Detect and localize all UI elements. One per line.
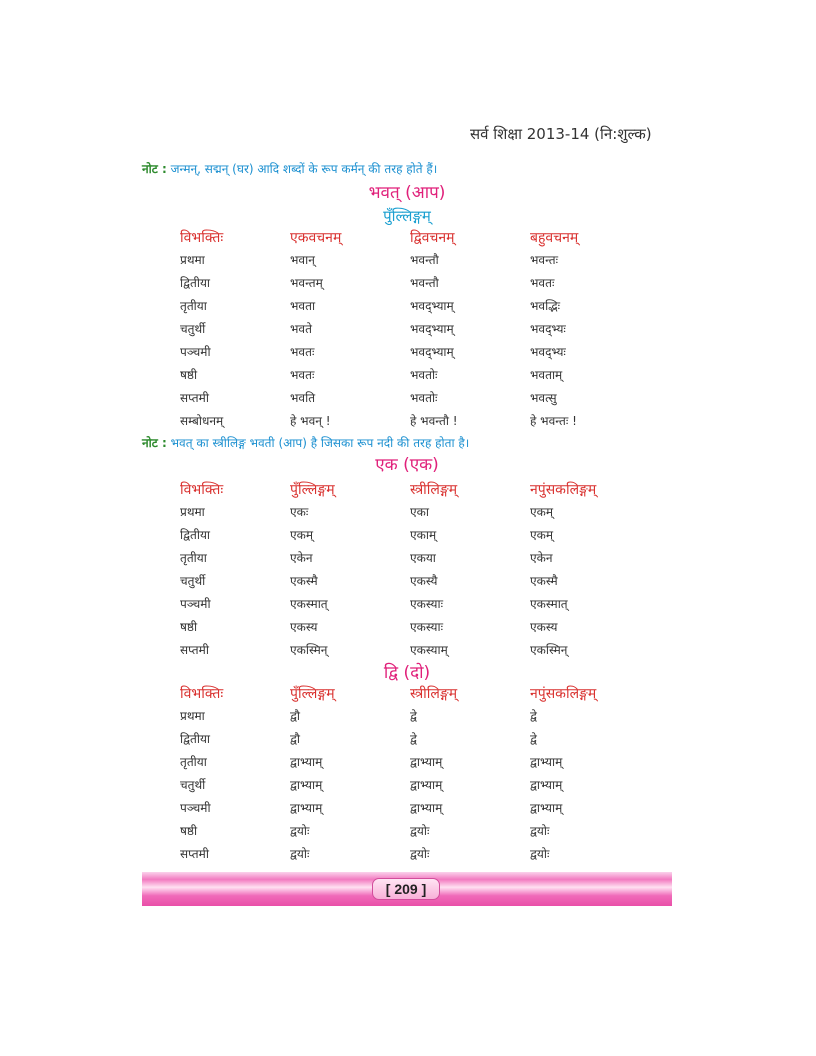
- declension-form: भवद्भ्याम्: [410, 322, 454, 336]
- declension-form: एकस्मिन्: [290, 643, 328, 657]
- case-name: षष्ठी: [180, 620, 198, 634]
- table-row: [180, 274, 620, 294]
- declension-form: भवन्तम्: [290, 276, 323, 290]
- column-header: बहुवचनम्: [530, 230, 579, 246]
- column-header: विभक्तिः: [180, 230, 224, 246]
- declension-form: द्वे: [410, 732, 417, 746]
- column-header: विभक्तिः: [180, 482, 224, 498]
- column-header: एकवचनम्: [290, 230, 342, 246]
- declension-form: एकाम्: [410, 528, 437, 542]
- table-header-row: [180, 480, 620, 500]
- column-header: स्त्रीलिङ्गम्: [410, 686, 458, 702]
- case-name: तृतीया: [180, 755, 207, 769]
- case-name: षष्ठी: [180, 368, 198, 382]
- case-name: द्वितीया: [180, 732, 211, 746]
- table-row: [180, 618, 620, 638]
- case-name: पञ्चमी: [180, 345, 211, 359]
- declension-form: भवद्भ्यः: [530, 322, 566, 336]
- table-row: [180, 366, 620, 386]
- column-header: नपुंसकलिङ्गम्: [530, 482, 597, 498]
- declension-form: एकम्: [530, 505, 554, 519]
- declension-form: द्वयोः: [530, 847, 550, 861]
- table-row: [180, 297, 620, 317]
- declension-form: द्वयोः: [410, 847, 430, 861]
- column-header: विभक्तिः: [180, 686, 224, 702]
- case-name: पञ्चमी: [180, 597, 211, 611]
- table-row: [180, 320, 620, 340]
- declension-form: एकः: [290, 505, 309, 519]
- table-row: [180, 572, 620, 592]
- note-label: नोट :: [142, 162, 167, 176]
- declension-form: द्वयोः: [410, 824, 430, 838]
- case-name: चतुर्थी: [180, 322, 206, 336]
- case-name: तृतीया: [180, 299, 207, 313]
- declension-form: एकस्मै: [530, 574, 558, 588]
- case-name: सम्बोधनम्: [180, 414, 224, 428]
- table-row: [180, 799, 620, 819]
- page-number: [ 209 ]: [372, 878, 440, 900]
- section-3-title: द्वि (दो): [383, 663, 431, 683]
- declension-form: भवद्भ्यः: [530, 345, 566, 359]
- table-header-row: [180, 684, 620, 704]
- declension-form: हे भवन्तौ !: [410, 414, 458, 428]
- declension-form: द्वाभ्याम्: [290, 755, 323, 769]
- running-head: सर्व शिक्षा 2013-14 (नि:शुल्क): [470, 125, 652, 143]
- table-row: [180, 503, 620, 523]
- declension-form: हे भवन्तः !: [530, 414, 577, 428]
- case-name: द्वितीया: [180, 276, 211, 290]
- column-header: स्त्रीलिङ्गम्: [410, 482, 458, 498]
- case-name: चतुर्थी: [180, 574, 206, 588]
- case-name: सप्तमी: [180, 643, 209, 657]
- declension-form: द्वे: [530, 732, 537, 746]
- table-row: [180, 845, 620, 865]
- table-row: [180, 526, 620, 546]
- declension-form: भवतः: [290, 368, 315, 382]
- table-row: [180, 753, 620, 773]
- case-name: प्रथमा: [180, 253, 205, 267]
- declension-form: एकम्: [290, 528, 314, 542]
- declension-form: भवद्भ्याम्: [410, 299, 454, 313]
- declension-form: एकम्: [530, 528, 554, 542]
- declension-form: भवद्भ्याम्: [410, 345, 454, 359]
- section-1-subtitle: पुँल्लिङ्गम्: [383, 207, 431, 225]
- declension-form: एकस्मात्: [290, 597, 328, 611]
- declension-form: द्वौ: [290, 709, 301, 723]
- declension-form: भवतोः: [410, 391, 438, 405]
- declension-form: द्वयोः: [290, 824, 310, 838]
- table-row: [180, 776, 620, 796]
- case-name: पञ्चमी: [180, 801, 211, 815]
- declension-form: भवन्तः: [530, 253, 559, 267]
- section-2-title: एक (एक): [375, 455, 439, 475]
- declension-form: भवान्: [290, 253, 315, 267]
- declension-form: एका: [410, 505, 429, 519]
- table-header-row: [180, 228, 620, 248]
- table-row: [180, 412, 620, 432]
- declension-form: एकस्मै: [290, 574, 318, 588]
- case-name: षष्ठी: [180, 824, 198, 838]
- declension-form: एकस्याम्: [410, 643, 448, 657]
- note-1: [142, 160, 437, 177]
- table-row: [180, 822, 620, 842]
- case-name: सप्तमी: [180, 847, 209, 861]
- case-name: प्रथमा: [180, 505, 205, 519]
- declension-form: द्वयोः: [290, 847, 310, 861]
- declension-form: द्वे: [410, 709, 417, 723]
- declension-form: भवता: [290, 299, 316, 313]
- declension-form: भवत्सु: [530, 391, 557, 405]
- declension-form: द्वाभ्याम्: [410, 778, 443, 792]
- declension-form: भवन्तौ: [410, 253, 439, 267]
- declension-form: द्वाभ्याम्: [290, 778, 323, 792]
- declension-form: भवति: [290, 391, 316, 405]
- declension-form: एकस्य: [290, 620, 318, 634]
- table-row: [180, 730, 620, 750]
- case-name: तृतीया: [180, 551, 207, 565]
- table-row: [180, 707, 620, 727]
- declension-form: द्वाभ्याम्: [530, 778, 563, 792]
- table-row: [180, 595, 620, 615]
- case-name: चतुर्थी: [180, 778, 206, 792]
- declension-form: एकस्य: [530, 620, 558, 634]
- note-2: [142, 434, 469, 451]
- declension-form: भवताम्: [530, 368, 563, 382]
- declension-form: द्वाभ्याम्: [530, 801, 563, 815]
- declension-form: भवतोः: [410, 368, 438, 382]
- case-name: प्रथमा: [180, 709, 205, 723]
- case-name: द्वितीया: [180, 528, 211, 542]
- declension-form: भवन्तौ: [410, 276, 439, 290]
- table-row: [180, 343, 620, 363]
- declension-form: द्वौ: [290, 732, 301, 746]
- declension-form: द्वाभ्याम्: [530, 755, 563, 769]
- declension-form: द्वे: [530, 709, 537, 723]
- declension-form: एकया: [410, 551, 436, 565]
- declension-form: द्वाभ्याम्: [290, 801, 323, 815]
- column-header: नपुंसकलिङ्गम्: [530, 686, 597, 702]
- declension-form: एकेन: [530, 551, 553, 565]
- declension-form: भवते: [290, 322, 312, 336]
- declension-form: एकस्मिन्: [530, 643, 568, 657]
- column-header: पुँल्लिङ्गम्: [290, 686, 335, 702]
- table-row: [180, 549, 620, 569]
- table-row: [180, 251, 620, 271]
- declension-form: भवतः: [530, 276, 555, 290]
- table-row: [180, 389, 620, 409]
- declension-form: एकस्यै: [410, 574, 438, 588]
- note-text: भवत् का स्त्रीलिङ्ग भवती (आप) है जिसका रूप नदी की तरह होता है।: [166, 436, 470, 450]
- note-label: नोट :: [142, 436, 167, 450]
- note-text: जन्मन्, सद्मन् (घर) आदि शब्दों के रूप कर्मन् की तरह होते हैं।: [166, 162, 438, 176]
- declension-form: भवद्भिः: [530, 299, 561, 313]
- declension-form: एकस्याः: [410, 597, 444, 611]
- case-name: सप्तमी: [180, 391, 209, 405]
- declension-form: हे भवन् !: [290, 414, 331, 428]
- section-1-title: भवत् (आप): [368, 183, 446, 203]
- declension-form: एकस्मात्: [530, 597, 568, 611]
- declension-form: द्वाभ्याम्: [410, 801, 443, 815]
- column-header: पुँल्लिङ्गम्: [290, 482, 335, 498]
- declension-form: द्वयोः: [530, 824, 550, 838]
- declension-form: एकस्याः: [410, 620, 444, 634]
- declension-form: भवतः: [290, 345, 315, 359]
- declension-form: द्वाभ्याम्: [410, 755, 443, 769]
- declension-form: एकेन: [290, 551, 313, 565]
- table-row: [180, 641, 620, 661]
- column-header: द्विवचनम्: [410, 230, 455, 246]
